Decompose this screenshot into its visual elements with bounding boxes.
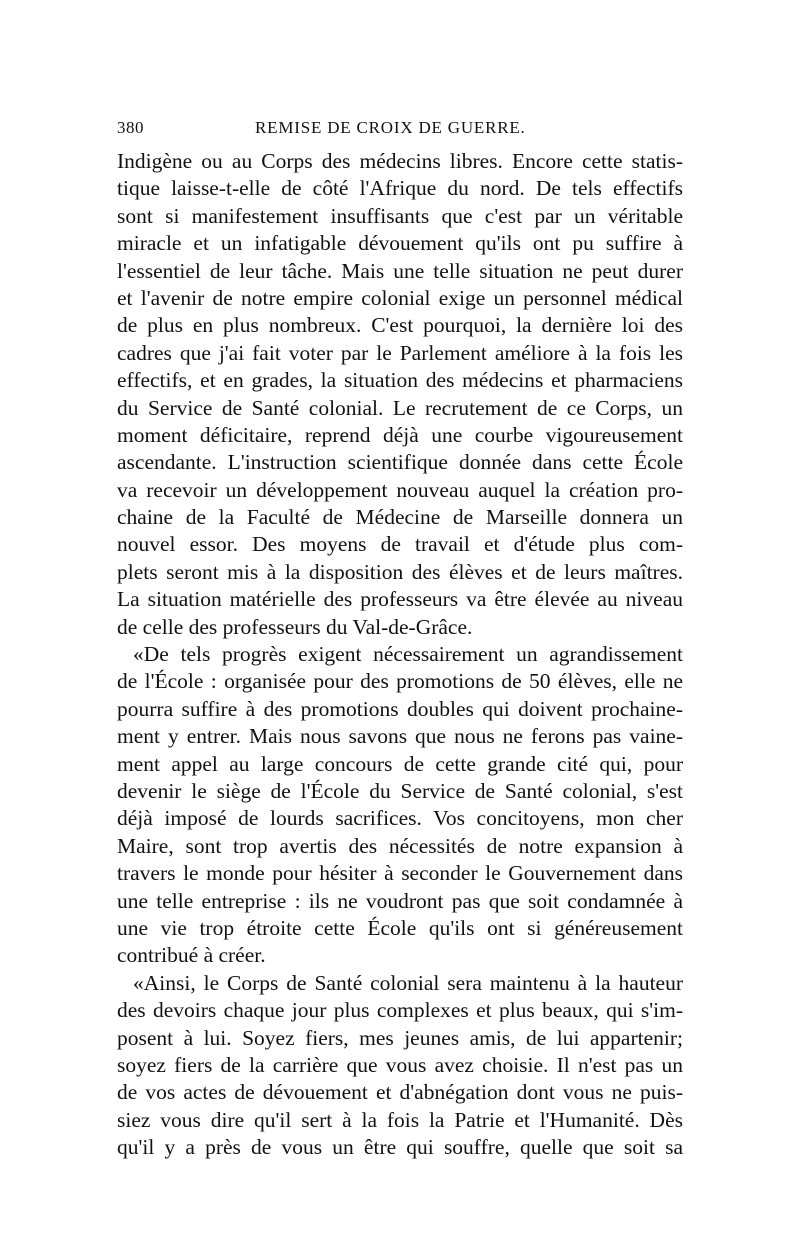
- text-line: sont si manifestement insuffisants que c'est par un véritable: [117, 203, 683, 228]
- text-line: chaine de la Faculté de Médecine de Marseille donnera un: [117, 505, 683, 530]
- text-line: La situation matérielle des professeurs va être élevée au niveau: [117, 587, 683, 612]
- text-line: nouvel essor. Des moyens de travail et d'étude plus com-: [117, 532, 683, 557]
- text-line: déjà imposé de lourds sacrifices. Vos concitoyens, mon cher: [117, 806, 683, 831]
- text-line: «Ainsi, le Corps de Santé colonial sera maintenu à la hauteur: [133, 970, 683, 995]
- text-line: Maire, sont trop avertis des nécessités de notre expansion à: [117, 833, 683, 858]
- text-line: contribué à créer.: [117, 943, 266, 968]
- text-line: l'essentiel de leur tâche. Mais une telle situation ne peut durer: [117, 258, 683, 283]
- text-line: de plus en plus nombreux. C'est pourquoi, la dernière loi des: [117, 313, 683, 338]
- text-line: va recevoir un développement nouveau auquel la création pro-: [117, 477, 683, 502]
- text-line: du Service de Santé colonial. Le recrutement de ce Corps, un: [117, 395, 683, 420]
- text-line: de celle des professeurs du Val-de-Grâce.: [117, 614, 473, 639]
- text-line: et l'avenir de notre empire colonial exige un personnel médical: [117, 285, 683, 310]
- text-line: une telle entreprise : ils ne voudront pas que soit condamnée à: [117, 888, 683, 913]
- running-title: REMISE DE CROIX DE GUERRE.: [255, 118, 526, 137]
- text-line: pourra suffire à des promotions doubles qui doivent prochaine-: [117, 696, 683, 721]
- page-number: 380: [117, 118, 144, 137]
- text-line: ascendante. L'instruction scientifique donnée dans cette École: [117, 450, 683, 475]
- book-page: [117, 118, 683, 1161]
- text-line: cadres que j'ai fait voter par le Parlement améliore à la fois les: [117, 340, 683, 365]
- text-line: des devoirs chaque jour plus complexes et plus beaux, qui s'im-: [117, 998, 683, 1023]
- text-line: tique laisse-t-elle de côté l'Afrique du nord. De tels effectifs: [117, 176, 683, 201]
- text-line: siez vous dire qu'il sert à la fois la Patrie et l'Humanité. Dès: [117, 1107, 683, 1132]
- text-line: «De tels progrès exigent nécessairement un agrandissement: [133, 642, 683, 667]
- text-line: de l'École : organisée pour des promotions de 50 élèves, elle ne: [117, 669, 683, 694]
- text-line: de vos actes de dévouement et d'abnégation dont vous ne puis-: [117, 1080, 683, 1105]
- text-line: moment déficitaire, reprend déjà une courbe vigoureusement: [117, 422, 683, 447]
- text-line: plets seront mis à la disposition des élèves et de leurs maîtres.: [117, 559, 683, 584]
- text-line: Indigène ou au Corps des médecins libres. Encore cette statis-: [117, 149, 683, 173]
- text-line: devenir le siège de l'École du Service de Santé colonial, s'est: [117, 778, 683, 803]
- text-line: posent à lui. Soyez fiers, mes jeunes amis, de lui appartenir;: [117, 1025, 683, 1050]
- text-line: ment y entrer. Mais nous savons que nous ne ferons pas vaine-: [117, 724, 683, 749]
- text-line: soyez fiers de la carrière que vous avez choisie. Il n'est pas un: [117, 1052, 683, 1077]
- text-line: effectifs, et en grades, la situation des médecins et pharmaciens: [117, 368, 683, 393]
- text-line: ment appel au large concours de cette grande cité qui, pour: [117, 751, 683, 776]
- text-line: qu'il y a près de vous un être qui souffre, quelle que soit sa: [117, 1135, 683, 1160]
- body-text: [117, 148, 683, 1161]
- text-line: une vie trop étroite cette École qu'ils ont si généreusement: [117, 915, 683, 940]
- text-line: travers le monde pour hésiter à seconder le Gouvernement dans: [117, 861, 683, 886]
- text-line: miracle et un infatigable dévouement qu'ils ont pu suffire à: [117, 231, 683, 256]
- running-head: [117, 118, 683, 148]
